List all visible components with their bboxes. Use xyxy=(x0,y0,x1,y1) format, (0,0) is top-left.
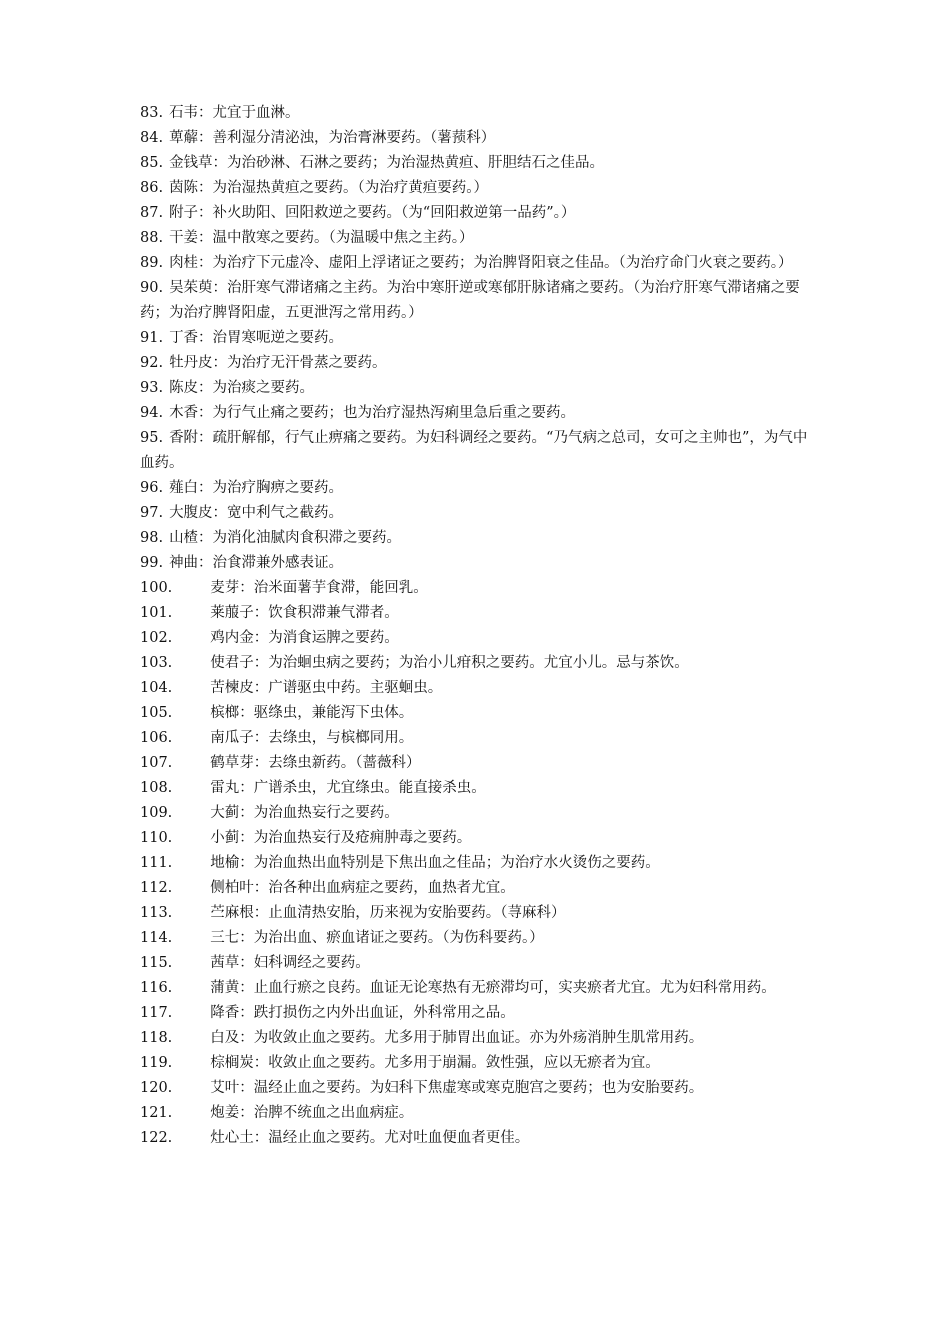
item-number: 122. xyxy=(140,1130,173,1146)
list-item xyxy=(140,226,816,251)
list-item xyxy=(140,1051,816,1076)
item-text: 三七：为治出血、瘀血诸证之要药。（为伤科要药。） xyxy=(210,930,544,946)
list-item xyxy=(140,776,816,801)
item-text: 茵陈：为治湿热黄疸之要药。（为治疗黄疸要药。） xyxy=(169,180,489,196)
list-item xyxy=(140,1076,816,1101)
item-text: 艾叶：温经止血之要药。为妇科下焦虚寒或寒克胞宫之要药；也为安胎要药。 xyxy=(210,1080,704,1096)
item-number: 85. xyxy=(140,155,164,171)
item-number: 115. xyxy=(140,955,173,971)
list-item xyxy=(140,151,816,176)
item-text: 大腹皮：宽中利气之截药。 xyxy=(169,505,344,521)
list-item xyxy=(140,426,816,476)
item-number: 120. xyxy=(140,1080,173,1096)
list-item xyxy=(140,726,816,751)
item-number: 90. xyxy=(140,280,164,296)
item-text: 肉桂：为治疗下元虚冷、虚阳上浮诸证之要药；为治脾肾阳衰之佳品。（为治疗命门火衰之要药。） xyxy=(169,255,793,271)
item-number: 105. xyxy=(140,705,173,721)
item-text: 小蓟：为治血热妄行及疮痈肿毒之要药。 xyxy=(210,830,472,846)
item-text: 丁香：治胃寒呃逆之要药。 xyxy=(169,330,344,346)
item-number: 112. xyxy=(140,880,173,896)
item-number: 113. xyxy=(140,905,173,921)
list-item xyxy=(140,601,816,626)
item-number: 92. xyxy=(140,355,164,371)
item-number: 98. xyxy=(140,530,164,546)
item-text: 鹤草芽：去绦虫新药。（蔷薇科） xyxy=(210,755,421,771)
item-text: 麦芽：治米面薯芋食滞，能回乳。 xyxy=(210,580,428,596)
list-item xyxy=(140,826,816,851)
item-number: 110. xyxy=(140,830,173,846)
item-text: 干姜：温中散寒之要药。（为温暖中焦之主药。） xyxy=(169,230,474,246)
item-text: 萆薢：善利湿分清泌浊，为治膏淋要药。（薯蓣科） xyxy=(169,130,496,146)
list-item xyxy=(140,1001,816,1026)
list-item xyxy=(140,326,816,351)
item-number: 114. xyxy=(140,930,173,946)
item-text: 香附：疏肝解郁，行气止痹痛之要药。为妇科调经之要药。“乃气病之总司，女可之主帅也”，为气中血药。 xyxy=(140,430,808,471)
item-text: 吴茱萸：治肝寒气滞诸痛之主药。为治中寒肝逆或寒郁肝脉诸痛之要药。（为治疗肝寒气滞诸痛之要药；为治疗脾肾阳虚，五更泄泻之常用药。） xyxy=(140,280,800,321)
list-item xyxy=(140,526,816,551)
list-item xyxy=(140,126,816,151)
list-item xyxy=(140,951,816,976)
item-text: 炮姜：治脾不统血之出血病症。 xyxy=(210,1105,414,1121)
item-number: 87. xyxy=(140,205,164,221)
item-number: 109. xyxy=(140,805,173,821)
item-number: 106. xyxy=(140,730,173,746)
item-number: 101. xyxy=(140,605,173,621)
list-item xyxy=(140,751,816,776)
list-item xyxy=(140,676,816,701)
item-number: 116. xyxy=(140,980,173,996)
item-text: 石韦：尤宜于血淋。 xyxy=(169,105,300,121)
item-number: 97. xyxy=(140,505,164,521)
list-item xyxy=(140,276,816,326)
list-item xyxy=(140,626,816,651)
item-text: 茜草：妇科调经之要药。 xyxy=(210,955,370,971)
list-item xyxy=(140,1126,816,1151)
item-text: 棕榈炭：收敛止血之要药。尤多用于崩漏。敛性强，应以无瘀者为宜。 xyxy=(210,1055,660,1071)
item-text: 雷丸：广谱杀虫，尤宜绦虫。能直接杀虫。 xyxy=(210,780,486,796)
item-number: 117. xyxy=(140,1005,173,1021)
item-text: 蒲黄：止血行瘀之良药。血证无论寒热有无瘀滞均可，实夹瘀者尤宜。尤为妇科常用药。 xyxy=(210,980,776,996)
item-text: 侧柏叶：治各种出血病症之要药，血热者尤宜。 xyxy=(210,880,515,896)
item-text: 苎麻根：止血清热安胎，历来视为安胎要药。（荨麻科） xyxy=(210,905,566,921)
herb-list xyxy=(140,101,816,1151)
item-number: 111. xyxy=(140,855,173,871)
item-text: 白及：为收敛止血之要药。尤多用于肺胃出血证。亦为外疡消肿生肌常用药。 xyxy=(210,1030,704,1046)
item-number: 94. xyxy=(140,405,164,421)
item-number: 91. xyxy=(140,330,164,346)
item-text: 神曲：治食滞兼外感表证。 xyxy=(169,555,344,571)
item-number: 121. xyxy=(140,1105,173,1121)
list-item xyxy=(140,551,816,576)
list-item xyxy=(140,901,816,926)
item-number: 95. xyxy=(140,430,164,446)
item-text: 降香：跌打损伤之内外出血证，外科常用之品。 xyxy=(210,1005,515,1021)
item-text: 槟榔：驱绦虫，兼能泻下虫体。 xyxy=(210,705,414,721)
item-text: 薤白：为治疗胸痹之要药。 xyxy=(169,480,344,496)
list-item xyxy=(140,201,816,226)
list-item xyxy=(140,701,816,726)
list-item xyxy=(140,926,816,951)
list-item xyxy=(140,851,816,876)
item-text: 大蓟：为治血热妄行之要药。 xyxy=(210,805,399,821)
item-number: 104. xyxy=(140,680,173,696)
item-number: 89. xyxy=(140,255,164,271)
list-item xyxy=(140,476,816,501)
item-number: 118. xyxy=(140,1030,173,1046)
item-number: 119. xyxy=(140,1055,173,1071)
item-number: 93. xyxy=(140,380,164,396)
item-text: 使君子：为治蛔虫病之要药；为治小儿疳积之要药。尤宜小儿。忌与茶饮。 xyxy=(210,655,689,671)
item-text: 牡丹皮：为治疗无汗骨蒸之要药。 xyxy=(169,355,387,371)
item-text: 鸡内金：为消食运脾之要药。 xyxy=(210,630,399,646)
item-number: 103. xyxy=(140,655,173,671)
item-text: 木香：为行气止痛之要药；也为治疗湿热泻痢里急后重之要药。 xyxy=(169,405,576,421)
list-item xyxy=(140,376,816,401)
item-text: 山楂：为消化油腻肉食积滞之要药。 xyxy=(169,530,402,546)
list-item xyxy=(140,501,816,526)
item-number: 107. xyxy=(140,755,173,771)
item-number: 102. xyxy=(140,630,173,646)
list-item xyxy=(140,351,816,376)
item-number: 84. xyxy=(140,130,164,146)
list-item xyxy=(140,576,816,601)
item-number: 108. xyxy=(140,780,173,796)
item-number: 88. xyxy=(140,230,164,246)
item-text: 地榆：为治血热出血特别是下焦出血之佳品；为治疗水火烫伤之要药。 xyxy=(210,855,660,871)
list-item xyxy=(140,401,816,426)
list-item xyxy=(140,1101,816,1126)
item-text: 附子：补火助阳、回阳救逆之要药。（为“回阳救逆第一品药”。） xyxy=(169,205,576,221)
item-number: 86. xyxy=(140,180,164,196)
list-item xyxy=(140,801,816,826)
item-text: 灶心土：温经止血之要药。尤对吐血便血者更佳。 xyxy=(210,1130,530,1146)
item-text: 莱菔子：饮食积滞兼气滞者。 xyxy=(210,605,399,621)
item-number: 100. xyxy=(140,580,173,596)
item-text: 陈皮：为治痰之要药。 xyxy=(169,380,315,396)
item-number: 96. xyxy=(140,480,164,496)
item-text: 金钱草：为治砂淋、石淋之要药；为治湿热黄疸、肝胆结石之佳品。 xyxy=(169,155,605,171)
list-item xyxy=(140,251,816,276)
list-item xyxy=(140,1026,816,1051)
list-item xyxy=(140,101,816,126)
list-item xyxy=(140,876,816,901)
list-item xyxy=(140,651,816,676)
list-item xyxy=(140,176,816,201)
item-number: 99. xyxy=(140,555,164,571)
item-number: 83. xyxy=(140,105,164,121)
item-text: 南瓜子：去绦虫，与槟榔同用。 xyxy=(210,730,414,746)
list-item xyxy=(140,976,816,1001)
item-text: 苦楝皮：广谱驱虫中药。主驱蛔虫。 xyxy=(210,680,443,696)
